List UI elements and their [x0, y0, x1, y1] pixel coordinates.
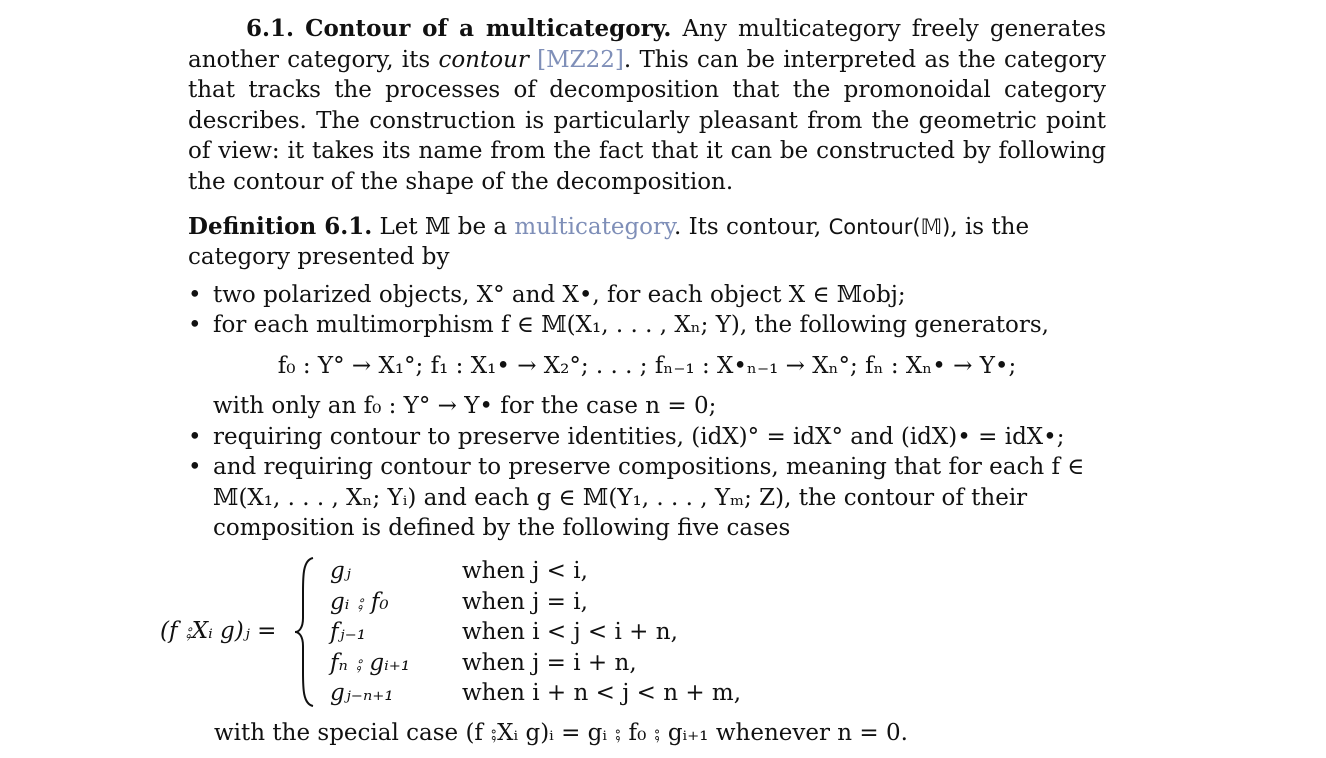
- definition-bullets: [188, 280, 1106, 341]
- case-condition: when j = i,: [462, 588, 588, 615]
- bullet-icon: •: [188, 312, 202, 339]
- section-paragraph: [188, 14, 1106, 198]
- section-intro: Any multicategory freely generates another category, its: [188, 16, 1107, 73]
- bullet-identities: [188, 422, 1106, 453]
- definition-text-end: , is the category presented by: [188, 213, 1030, 271]
- contour-term: contour: [438, 46, 529, 73]
- section-title: Contour of a multicategory.: [305, 15, 672, 42]
- bullet-text: two polarized objects, X° and X•, for each object X ∈ 𝕄obj;: [213, 281, 906, 308]
- bullet-text: and requiring contour to preserve compositions, meaning that for each f ∈ 𝕄(X₁, . . . , Xₙ; Yᵢ) and each g ∈ 𝕄(Y₁, . . . , Yₘ; Z), the contour of their composition is defined by the following five cases: [213, 454, 1085, 542]
- paper-page: [188, 14, 1106, 544]
- bullet-text: requiring contour to preserve identities, (idX)° = idX° and (idX)• = idX•;: [213, 423, 1065, 450]
- generator-display: f₀ : Y° → X₁°; f₁ : X₁• → X₂°; . . . ; fₙ₋₁ : X•ₙ₋₁ → Xₙ°; fₙ : Xₙ• → Y•;: [277, 352, 1017, 379]
- case-expression: fₙ ⨟ gᵢ₊₁: [330, 649, 411, 676]
- special-case-line: with the special case (f ⨟Xᵢ g)ᵢ = gᵢ ⨟ f₀ ⨟ gᵢ₊₁ whenever n = 0.: [214, 720, 908, 746]
- case-expression: gᵢ ⨟ f₀: [330, 588, 389, 615]
- cases-equation: [160, 556, 920, 714]
- definition-text-after: . Its contour,: [673, 213, 822, 240]
- cases-lhs: (f ⨟Xᵢ g)ⱼ =: [160, 618, 277, 644]
- definition-bullets-continued: [188, 422, 1106, 544]
- bullet-polarized: [188, 280, 1106, 311]
- section-rest: . This can be interpreted as the category that tracks the processes of decomposition that the promonoidal category describes. The construction is particularly pleasant from the geometric point of view: it takes its name from the fact that it can be constructed by following the contour of the shape of the decomposition.: [188, 46, 1107, 195]
- case-expression: gⱼ: [330, 558, 351, 584]
- left-brace-icon: [293, 556, 317, 708]
- definition-label: Definition 6.1.: [188, 212, 373, 240]
- case-expression: fⱼ₋₁: [330, 619, 366, 645]
- definition-text-before: Let 𝕄 be a: [379, 213, 508, 240]
- bullet-generators: [188, 310, 1106, 341]
- case-condition: when i + n < j < n + m,: [462, 680, 742, 706]
- case-condition: when j < i,: [462, 558, 588, 584]
- multicategory-link[interactable]: multicategory: [514, 213, 674, 240]
- case-condition: when i < j < i + n,: [462, 619, 678, 645]
- bullet-compositions: [188, 452, 1106, 544]
- definition-block: [188, 212, 1106, 273]
- section-number: 6.1.: [246, 15, 295, 42]
- bullet-text: for each multimorphism f ∈ 𝕄(X₁, . . . , Xₙ; Y), the following generators,: [213, 312, 1049, 339]
- with-only-line: with only an f₀ : Y° → Y• for the case n = 0;: [213, 392, 717, 419]
- cases-grid: [330, 556, 890, 709]
- bullet-icon: •: [188, 454, 202, 481]
- citation-link[interactable]: [MZ22]: [537, 46, 624, 73]
- bullet-icon: •: [188, 281, 202, 308]
- case-condition: when j = i + n,: [462, 649, 637, 676]
- case-expression: gⱼ₋ₙ₊₁: [330, 680, 394, 706]
- contour-name: Contour(𝕄): [828, 214, 951, 239]
- bullet-icon: •: [188, 423, 202, 450]
